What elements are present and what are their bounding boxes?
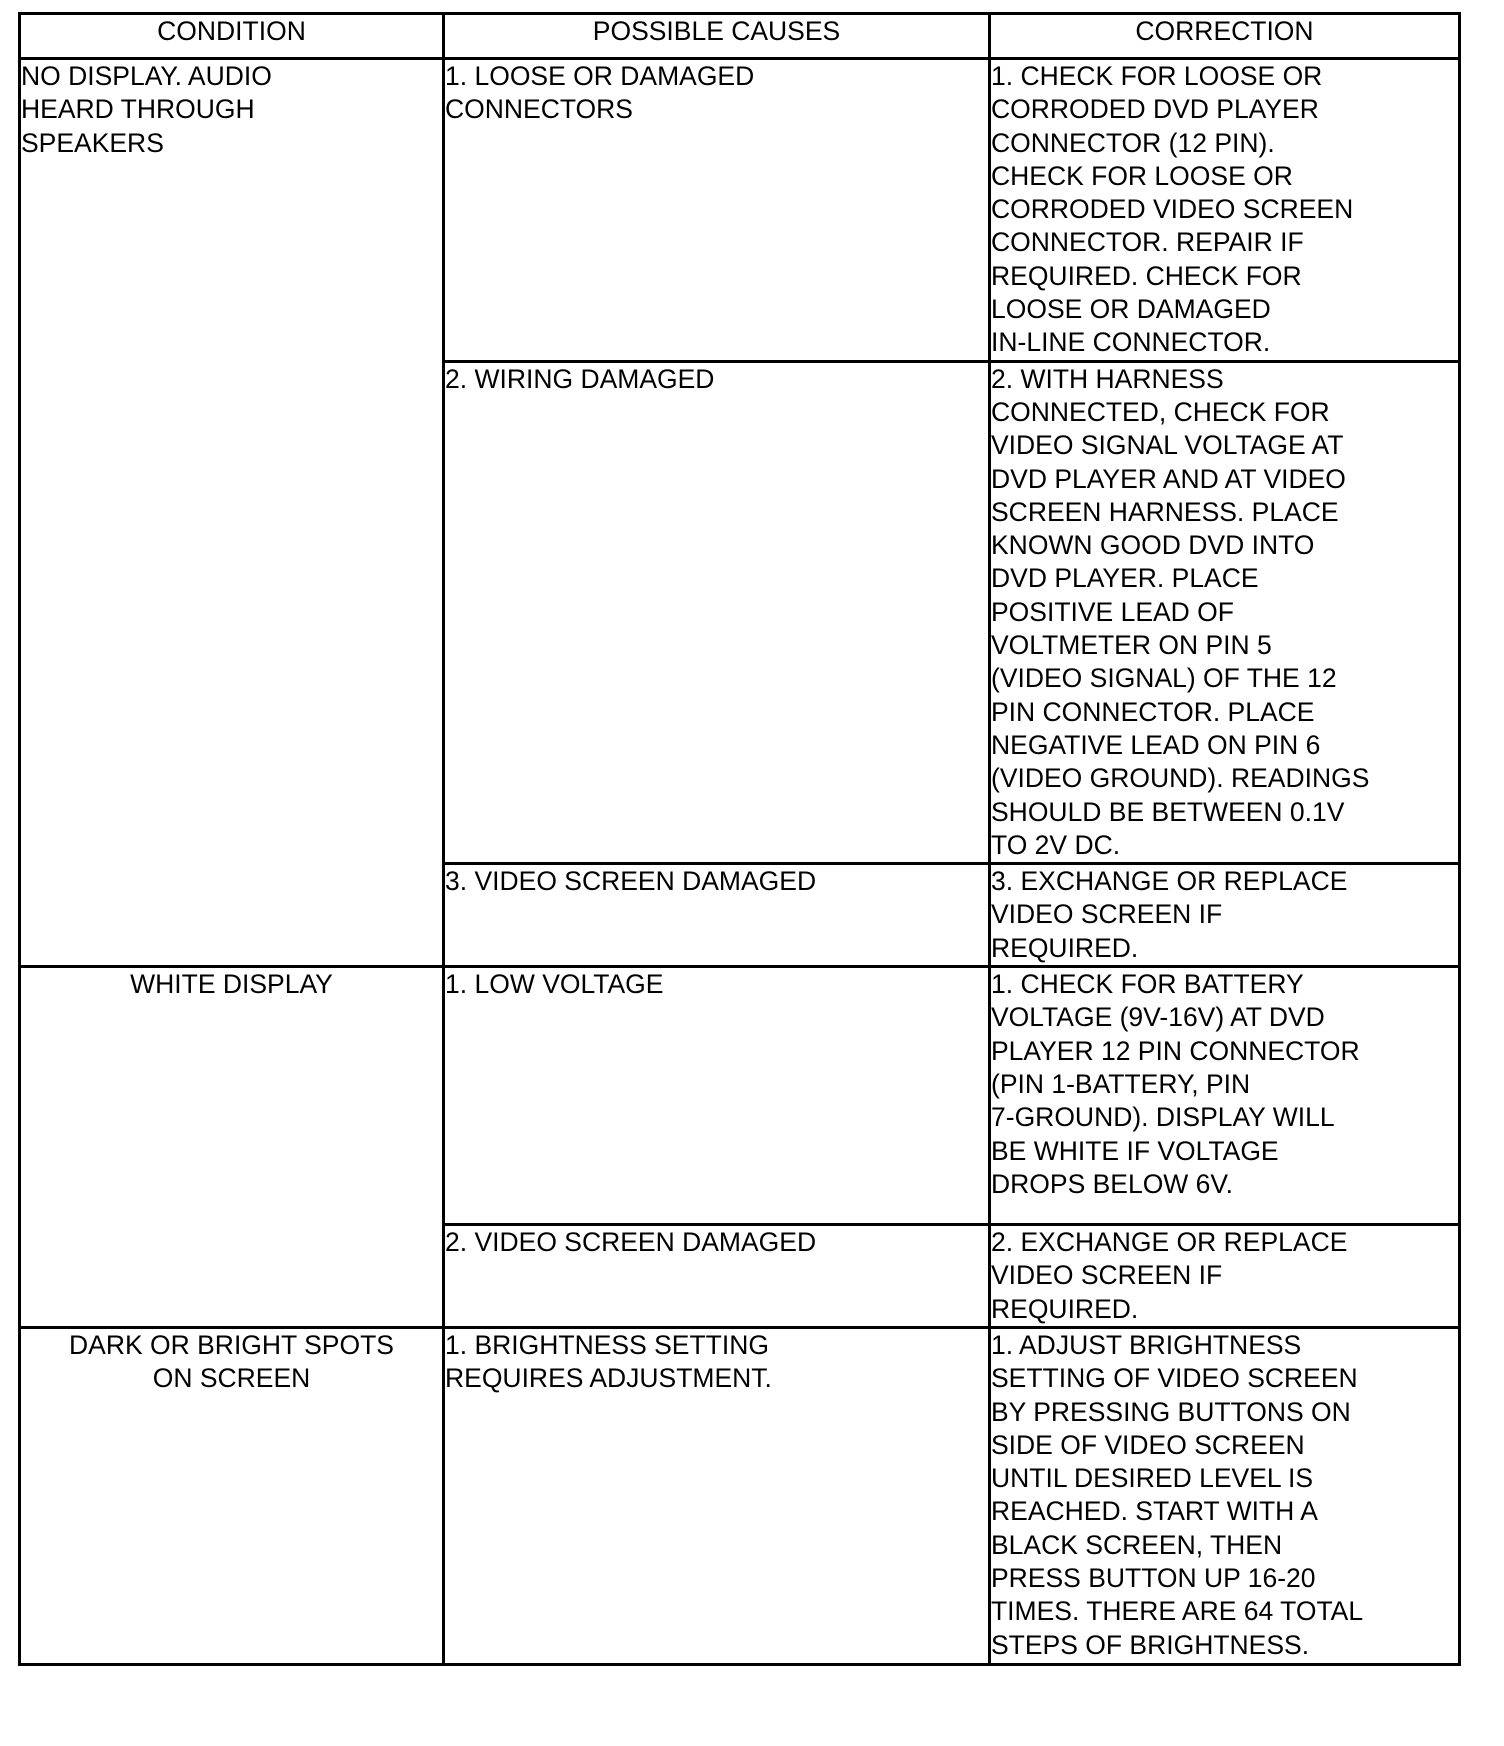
correction-cell: 1. ADJUST BRIGHTNESS SETTING OF VIDEO SCREEN BY PRESSING BUTTONS ON SIDE OF VIDEO SCREEN UNTIL DESIRED LEVEL IS REACHED. START WITH A BLACK SCREEN, THEN PRESS BUTTON UP 16-20 TIMES. THERE ARE 64 TOTAL STEPS OF BRIGHTNESS. <box>990 1327 1460 1664</box>
table-row <box>20 1327 1460 1664</box>
condition-cell: WHITE DISPLAY <box>20 967 444 1328</box>
cause-cell: 2. VIDEO SCREEN DAMAGED <box>444 1225 990 1328</box>
table-row <box>20 967 1460 1225</box>
cause-cell: 1. BRIGHTNESS SETTING REQUIRES ADJUSTMENT. <box>444 1327 990 1664</box>
cause-cell: 2. WIRING DAMAGED <box>444 361 990 863</box>
header-correction: CORRECTION <box>990 14 1460 59</box>
correction-cell: 2. EXCHANGE OR REPLACE VIDEO SCREEN IF REQUIRED. <box>990 1225 1460 1328</box>
cause-cell: 3. VIDEO SCREEN DAMAGED <box>444 864 990 967</box>
cause-cell: 1. LOW VOLTAGE <box>444 967 990 1225</box>
correction-cell: 2. WITH HARNESS CONNECTED, CHECK FOR VIDEO SIGNAL VOLTAGE AT DVD PLAYER AND AT VIDEO SCREEN HARNESS. PLACE KNOWN GOOD DVD INTO DVD PLAYER. PLACE POSITIVE LEAD OF VOLTMETER ON PIN 5 (VIDEO SIGNAL) OF THE 12 PIN CONNECTOR. PLACE NEGATIVE LEAD ON PIN 6 (VIDEO GROUND). READINGS SHOULD BE BETWEEN 0.1V TO 2V DC. <box>990 361 1460 863</box>
header-row <box>20 14 1460 59</box>
correction-cell: 3. EXCHANGE OR REPLACE VIDEO SCREEN IF REQUIRED. <box>990 864 1460 967</box>
header-possible-causes: POSSIBLE CAUSES <box>444 14 990 59</box>
cause-cell: 1. LOOSE OR DAMAGED CONNECTORS <box>444 59 990 362</box>
table-row <box>20 59 1460 362</box>
header-condition: CONDITION <box>20 14 444 59</box>
condition-cell: DARK OR BRIGHT SPOTS ON SCREEN <box>20 1327 444 1664</box>
correction-cell: 1. CHECK FOR BATTERY VOLTAGE (9V-16V) AT DVD PLAYER 12 PIN CONNECTOR (PIN 1-BATTERY, PIN 7-GROUND). DISPLAY WILL BE WHITE IF VOLTAGE DROPS BELOW 6V. <box>990 967 1460 1225</box>
correction-cell: 1. CHECK FOR LOOSE OR CORRODED DVD PLAYER CONNECTOR (12 PIN). CHECK FOR LOOSE OR CORRODED VIDEO SCREEN CONNECTOR. REPAIR IF REQUIRED. CHECK FOR LOOSE OR DAMAGED IN-LINE CONNECTOR. <box>990 59 1460 362</box>
diagnosis-table <box>18 12 1461 1666</box>
condition-cell: NO DISPLAY. AUDIO HEARD THROUGH SPEAKERS <box>20 59 444 967</box>
